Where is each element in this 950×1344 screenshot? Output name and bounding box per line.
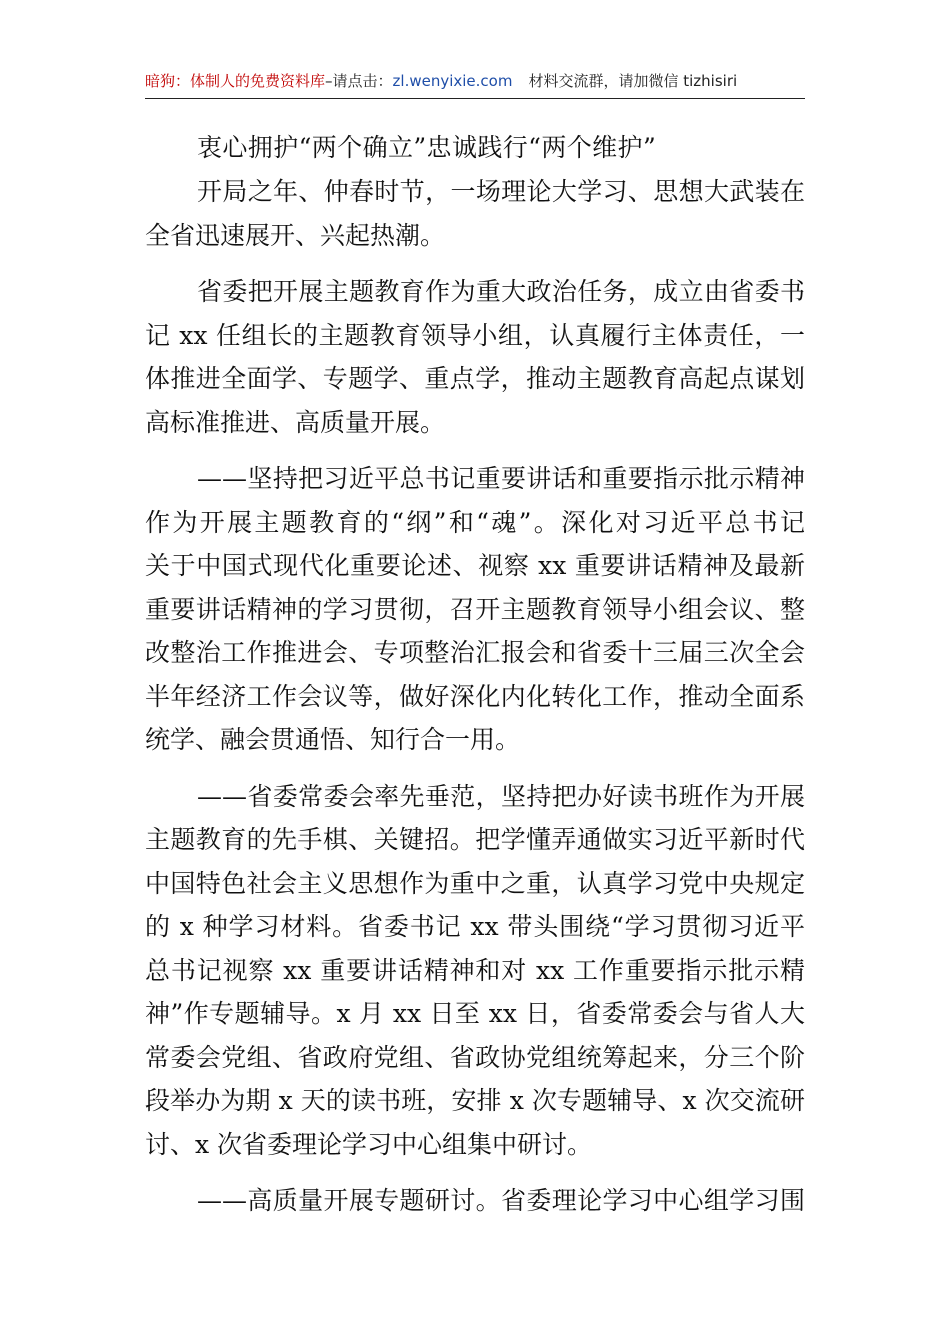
paragraph-1	[145, 170, 805, 257]
paragraph-line: 高标准推进、高质量开展。	[145, 407, 446, 437]
paragraph-line: 的 x 种学习材料。省委书记 xx 带头围绕“学习贯彻习近平	[145, 912, 805, 941]
paragraph-line: 关于中国式现代化重要论述、视察 xx 重要讲话精神及最新	[145, 551, 805, 580]
paragraph-line: 全省迅速展开、兴起热潮。	[145, 220, 446, 250]
paragraph-line: 改整治工作推进会、专项整治汇报会和省委十三届三次全会	[145, 638, 805, 667]
paragraph-spacer	[145, 762, 805, 775]
paragraph-spacer	[145, 1166, 805, 1179]
paragraph-line: 重要讲话精神的学习贯彻，召开主题教育领导小组会议、整	[145, 594, 805, 624]
document-title: 衷心拥护“两个确立”忠诚践行“两个维护”	[197, 133, 657, 162]
paragraph-line: 作为开展主题教育的“纲”和“魂”。深化对习近平总书记	[145, 507, 805, 537]
paragraph-line: 开局之年、仲春时节，一场理论大学习、思想大武装在	[197, 177, 805, 206]
paragraph-line: 段举办为期 x 天的读书班，安排 x 次专题辅导、x 次交流研	[145, 1086, 805, 1115]
header-site-label: 暗狗：体制人的免费资料库	[145, 72, 326, 90]
paragraph-2	[145, 270, 805, 444]
paragraph-line: 半年经济工作会议等，做好深化内化转化工作，推动全面系	[145, 681, 805, 711]
paragraph-line: 体推进全面学、专题学、重点学，推动主题教育高起点谋划	[145, 364, 805, 393]
page-header	[145, 66, 805, 96]
paragraph-4	[145, 775, 805, 1167]
header-url-link[interactable]: zl.wenyixie.com	[392, 72, 513, 90]
paragraph-spacer	[145, 257, 805, 270]
paragraph-line: ——高质量开展专题研讨。省委理论学习中心组学习围	[197, 1186, 805, 1215]
paragraph-line: 统学、融会贯通悟、知行合一用。	[145, 725, 521, 754]
paragraph-line: ——坚持把习近平总书记重要讲话和重要指示批示精神	[197, 464, 805, 493]
paragraph-line: 省委把开展主题教育作为重大政治任务，成立由省委书	[197, 277, 805, 306]
paragraph-line: 讨、x 次省委理论学习中心组集中研讨。	[145, 1129, 593, 1159]
paragraph-line: 中国特色社会主义思想作为重中之重，认真学习党中央规定	[145, 868, 805, 898]
paragraph-3	[145, 457, 805, 762]
paragraph-line: ——省委常委会率先垂范，坚持把办好读书班作为开展	[197, 781, 805, 811]
paragraph-spacer	[145, 444, 805, 457]
document-body	[145, 170, 805, 1223]
paragraph-line: 记 xx 任组长的主题教育领导小组，认真履行主体责任，一	[145, 320, 805, 350]
paragraph-5	[145, 1179, 805, 1223]
paragraph-line: 主题教育的先手棋、关键招。把学懂弄通做实习近平新时代	[145, 825, 805, 854]
header-divider	[145, 98, 805, 99]
header-group-note: 材料交流群，请加微信 tizhisiri	[528, 72, 738, 90]
paragraph-line: 总书记视察 xx 重要讲话精神和对 xx 工作重要指示批示精	[145, 955, 805, 985]
paragraph-line: 常委会党组、省政府党组、省政协党组统筹起来，分三个阶	[145, 1042, 805, 1072]
paragraph-line: 神”作专题辅导。x 月 xx 日至 xx 日，省委常委会与省人大	[145, 999, 805, 1028]
header-click-prefix: –请点击：	[325, 72, 393, 90]
